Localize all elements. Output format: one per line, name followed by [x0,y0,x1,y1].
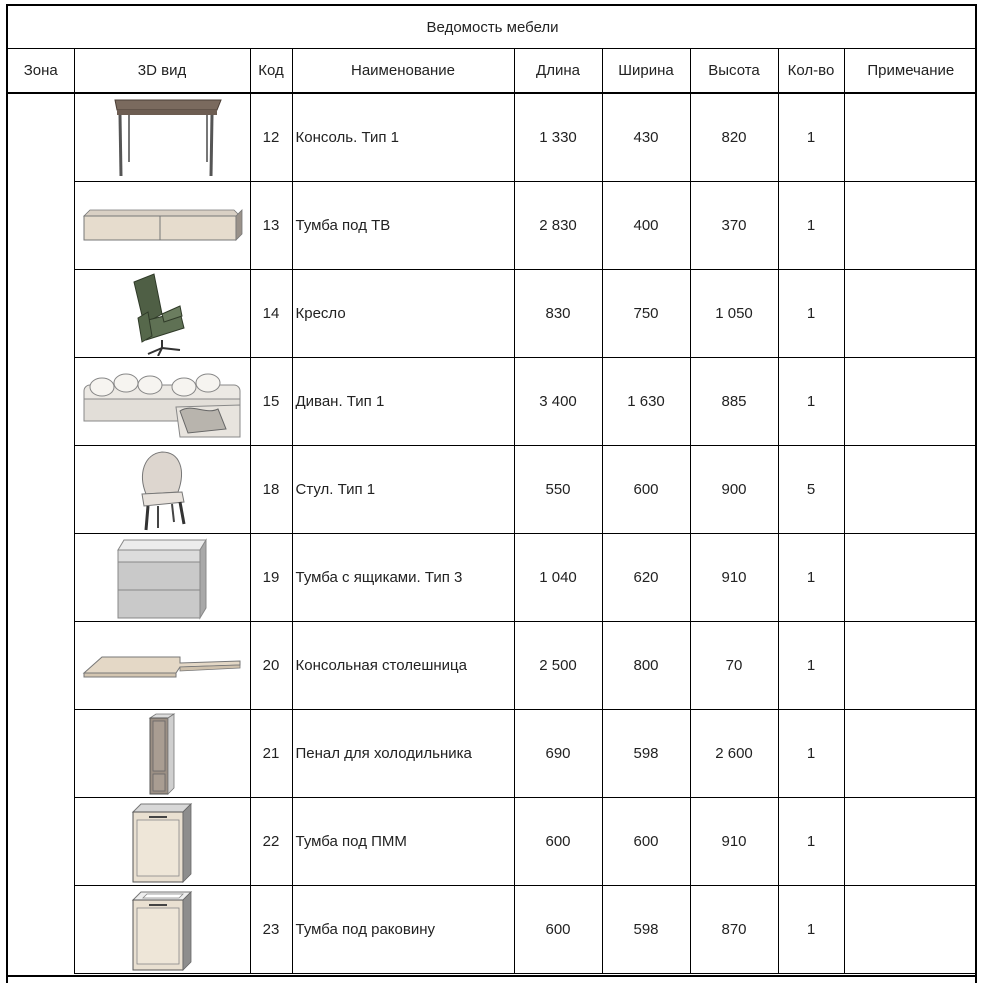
code-cell: 14 [250,270,292,358]
qty-cell: 1 [778,534,844,622]
note-cell [844,798,977,886]
width-cell: 600 [602,798,690,886]
length-cell: 550 [514,446,602,534]
length-cell: 690 [514,710,602,798]
chair-icon [130,448,194,532]
height-cell: 870 [690,886,778,974]
note-cell [844,182,977,270]
furniture-schedule-sheet [6,4,977,983]
table-row [8,710,977,798]
col-header-height: Высота [690,49,778,94]
width-cell: 598 [602,886,690,974]
view-cell [74,710,250,798]
width-cell: 800 [602,622,690,710]
note-cell [844,710,977,798]
length-cell: 600 [514,798,602,886]
col-header-length: Длина [514,49,602,94]
code-cell: 23 [250,886,292,974]
name-cell: Тумба под ПММ [292,798,514,886]
table-title: Ведомость мебели [8,6,977,49]
length-cell: 1 040 [514,534,602,622]
drawer-cabinet-icon [114,536,210,620]
name-cell: Консольная столешница [292,622,514,710]
height-cell: 820 [690,93,778,182]
name-cell: Тумба с ящиками. Тип 3 [292,534,514,622]
qty-cell: 1 [778,622,844,710]
note-cell [844,622,977,710]
fridge-cabinet-icon [144,712,180,796]
furniture-schedule-table [8,6,977,974]
col-header-note: Примечание [844,49,977,94]
note-cell [844,534,977,622]
col-header-qty: Кол-во [778,49,844,94]
height-cell: 370 [690,182,778,270]
height-cell: 885 [690,358,778,446]
height-cell: 70 [690,622,778,710]
width-cell: 1 630 [602,358,690,446]
height-cell: 910 [690,798,778,886]
sink-cabinet-icon [129,888,195,972]
qty-cell: 1 [778,886,844,974]
code-cell: 13 [250,182,292,270]
col-header-width: Ширина [602,49,690,94]
height-cell: 2 600 [690,710,778,798]
width-cell: 620 [602,534,690,622]
name-cell: Стул. Тип 1 [292,446,514,534]
code-cell: 22 [250,798,292,886]
view-cell [74,446,250,534]
view-cell [74,270,250,358]
view-cell [74,182,250,270]
table-row [8,446,977,534]
code-cell: 21 [250,710,292,798]
tv-stand-icon [80,206,244,246]
note-cell [844,446,977,534]
console-countertop-icon [80,651,244,681]
table-row [8,798,977,886]
qty-cell: 1 [778,182,844,270]
table-row [8,182,977,270]
width-cell: 600 [602,446,690,534]
view-cell [74,534,250,622]
name-cell: Пенал для холодильника [292,710,514,798]
header-row [8,49,977,94]
sofa-icon [80,365,244,439]
bottom-border [6,975,977,977]
height-cell: 910 [690,534,778,622]
length-cell: 830 [514,270,602,358]
qty-cell: 1 [778,270,844,358]
code-cell: 19 [250,534,292,622]
name-cell: Тумба под раковину [292,886,514,974]
qty-cell: 1 [778,710,844,798]
length-cell: 2 830 [514,182,602,270]
table-row [8,886,977,974]
width-cell: 750 [602,270,690,358]
console-table-icon [97,96,227,180]
name-cell: Тумба под ТВ [292,182,514,270]
qty-cell: 1 [778,93,844,182]
qty-cell: 1 [778,798,844,886]
dishwasher-cabinet-icon [129,800,195,884]
note-cell [844,93,977,182]
col-header-code: Код [250,49,292,94]
table-row [8,358,977,446]
length-cell: 3 400 [514,358,602,446]
note-cell [844,270,977,358]
length-cell: 2 500 [514,622,602,710]
code-cell: 12 [250,93,292,182]
length-cell: 1 330 [514,93,602,182]
name-cell: Диван. Тип 1 [292,358,514,446]
name-cell: Кресло [292,270,514,358]
width-cell: 598 [602,710,690,798]
table-row [8,534,977,622]
col-header-3d-view: 3D вид [74,49,250,94]
code-cell: 15 [250,358,292,446]
view-cell [74,358,250,446]
view-cell [74,798,250,886]
width-cell: 430 [602,93,690,182]
qty-cell: 1 [778,358,844,446]
name-cell: Консоль. Тип 1 [292,93,514,182]
zone-cell [8,93,74,974]
col-header-zone: Зона [8,49,74,94]
table-row [8,270,977,358]
view-cell [74,622,250,710]
view-cell [74,886,250,974]
table-row [8,93,977,182]
note-cell [844,886,977,974]
code-cell: 18 [250,446,292,534]
col-header-name: Наименование [292,49,514,94]
view-cell [74,93,250,182]
length-cell: 600 [514,886,602,974]
qty-cell: 5 [778,446,844,534]
height-cell: 900 [690,446,778,534]
table-row [8,622,977,710]
note-cell [844,358,977,446]
height-cell: 1 050 [690,270,778,358]
armchair-icon [122,272,202,356]
width-cell: 400 [602,182,690,270]
code-cell: 20 [250,622,292,710]
